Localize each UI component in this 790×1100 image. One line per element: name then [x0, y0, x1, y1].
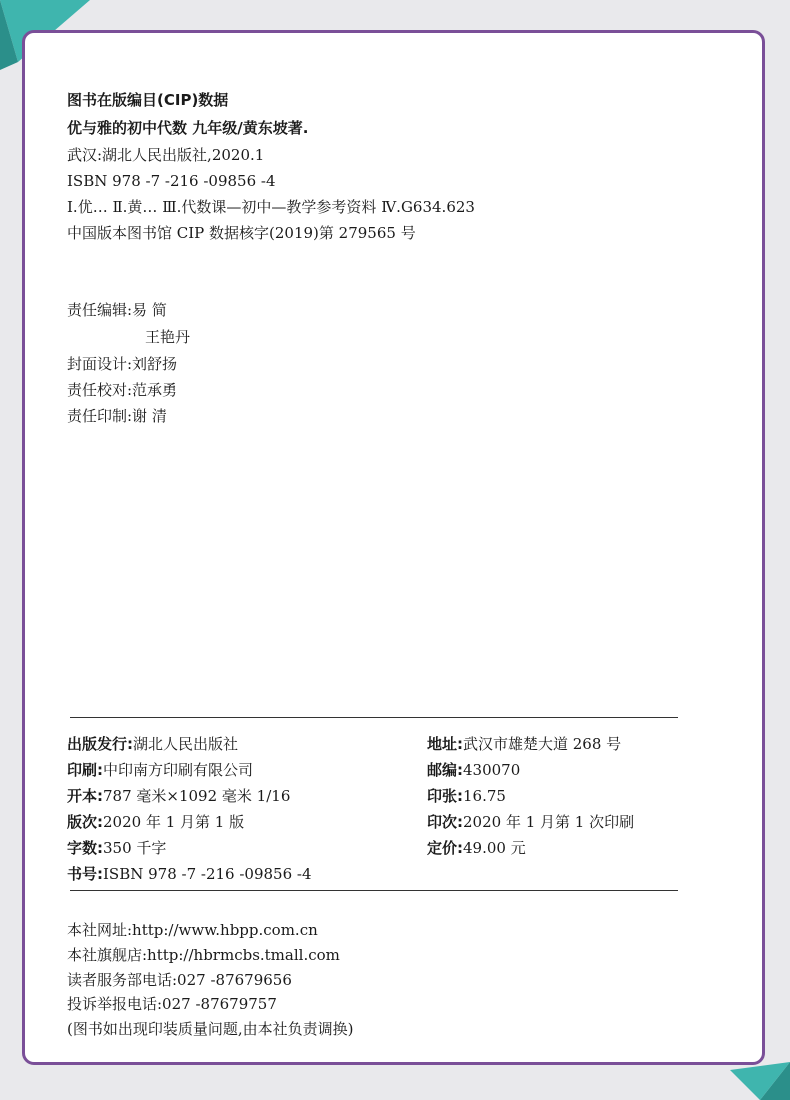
staff-cover-design: 封面设计:刘舒扬: [67, 355, 178, 373]
pub-sheets: [427, 786, 506, 806]
pub-issuer-label: 出版发行:: [67, 735, 133, 753]
pub-format: [67, 786, 290, 806]
pub-printing-value: 2020 年 1 月第 1 次印刷: [463, 813, 635, 831]
pub-printer-value: 中印南方印刷有限公司: [103, 761, 254, 779]
pub-words: [67, 838, 166, 858]
pub-printing-label: 印次:: [427, 813, 463, 831]
pub-zip-value: 430070: [463, 761, 521, 779]
cip-heading: 图书在版编目(CIP)数据: [67, 91, 229, 109]
contact-store: 本社旗舰店:http://hbrmcbs.tmall.com: [67, 946, 340, 964]
pub-price-label: 定价:: [427, 839, 463, 857]
pub-format-value: 787 毫米×1092 毫米 1/16: [103, 787, 291, 805]
contact-service-phone: 读者服务部电话:027 -87679656: [67, 971, 292, 989]
pub-price-value: 49.00 元: [463, 839, 526, 857]
pub-isbn-value: ISBN 978 -7 -216 -09856 -4: [103, 865, 312, 883]
pub-edition-value: 2020 年 1 月第 1 版: [103, 813, 245, 831]
pub-edition-label: 版次:: [67, 813, 103, 831]
pub-sheets-value: 16.75: [463, 787, 506, 805]
cip-title-line: 优与雅的初中代数 九年级/黄东坡著.: [67, 119, 309, 137]
contact-website: 本社网址:http://www.hbpp.com.cn: [67, 921, 318, 939]
pub-printing: [427, 812, 634, 832]
pub-sheets-label: 印张:: [427, 787, 463, 805]
pub-address: [427, 734, 621, 754]
pub-zip: [427, 760, 520, 780]
contact-complaint-phone: 投诉举报电话:027 -87679757: [67, 995, 277, 1013]
pub-format-label: 开本:: [67, 787, 103, 805]
pub-printer: [67, 760, 253, 780]
pub-price: [427, 838, 526, 858]
staff-editor-2: 王艳丹: [145, 328, 191, 346]
staff-editor: 责任编辑:易 简: [67, 301, 167, 319]
pub-isbn-label: 书号:: [67, 865, 103, 883]
contact-quality-note: (图书如出现印装质量问题,由本社负责调换): [67, 1020, 354, 1038]
pub-printer-label: 印刷:: [67, 761, 103, 779]
cip-isbn-line: ISBN 978 -7 -216 -09856 -4: [67, 172, 276, 190]
copyright-page-card: [22, 30, 765, 1065]
divider-top: [70, 717, 678, 718]
cip-record-line: 中国版本图书馆 CIP 数据核字(2019)第 279565 号: [67, 224, 416, 242]
pub-issuer-value: 湖北人民出版社: [133, 735, 239, 753]
cip-classification-line: Ⅰ.优… Ⅱ.黄… Ⅲ.代数课—初中—教学参考资料 Ⅳ.G634.623: [67, 198, 475, 216]
pub-words-label: 字数:: [67, 839, 103, 857]
staff-print-manager: 责任印制:谢 清: [67, 407, 167, 425]
pub-edition: [67, 812, 244, 832]
pub-address-value: 武汉市雄楚大道 268 号: [463, 735, 622, 753]
pub-isbn: [67, 864, 312, 884]
pub-zip-label: 邮编:: [427, 761, 463, 779]
staff-proofreader: 责任校对:范承勇: [67, 381, 178, 399]
cip-publisher-line: 武汉:湖北人民出版社,2020.1: [67, 146, 265, 164]
pub-words-value: 350 千字: [103, 839, 167, 857]
pub-address-label: 地址:: [427, 735, 463, 753]
pub-issuer: [67, 734, 238, 754]
divider-bottom: [70, 890, 678, 891]
